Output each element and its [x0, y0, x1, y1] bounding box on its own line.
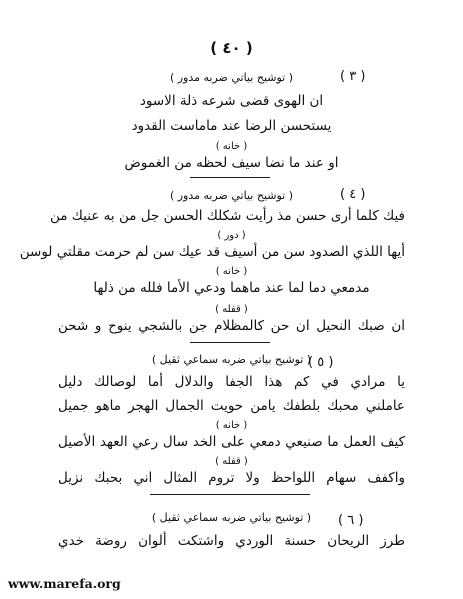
section-4-heading: ( توشيح بياتي ضربه مدور )	[169, 189, 294, 202]
footer-url: www.marefa.org	[8, 576, 121, 591]
section-4-sub2-label: ( خانه )	[215, 266, 248, 277]
section-4-sub1-line: أيها اللذي الصدود سن من أسيف قد عيك سن لم حرمت مقلتي لوسن	[19, 244, 405, 260]
section-5-sub1-line: كيف العمل ما صنيعي دمعي على الخد سال رعي العهد الأصيل	[58, 434, 405, 450]
section-4-number: ( ٤ )	[340, 187, 366, 202]
section-3-line-1: ان الهوى قضى شرعه ذلة الاسود	[139, 93, 324, 109]
section-4-line-1: فيك كلما أرى حسن مذ رأيت شكلك الحسن جل من به عنيك من	[50, 208, 405, 224]
section-5-line-2: عاملني محبك بلطفك يامن حويت الجمال الهجر ماهو جميل	[58, 398, 405, 414]
section-4-sub3-label: ( قفله )	[215, 304, 248, 315]
section-6-heading: ( توشيح بياتي ضربه سماعي ثقيل )	[151, 511, 312, 524]
section-6-number: ( ٦ )	[338, 513, 364, 528]
section-5-sub1-label: ( خانه )	[215, 420, 248, 431]
section-3-line-2: يستحسن الرضا عند ماماست القدود	[131, 118, 332, 134]
section-5-line-1: يا مرادي في كم هذا الجفا والدلال أما لوصالك دليل	[58, 374, 405, 390]
section-divider	[190, 177, 270, 178]
section-divider	[150, 494, 310, 495]
section-6-line-1: طرز الريحان حسنة الوردي واشتكت ألوان روضة خدي	[58, 533, 405, 549]
section-3-refrain-line: او عند ما نضا سيف لحظه من الغموض	[124, 155, 339, 171]
section-5-heading: ( توشيح بياتي ضربه سماعي ثقيل )	[151, 353, 312, 366]
section-divider	[190, 342, 270, 343]
page-number: ( ٤٠ )	[210, 39, 253, 57]
section-5-sub2-label: ( قفله )	[215, 456, 248, 467]
section-3-number: ( ٣ )	[340, 69, 366, 84]
section-4-sub3-line: ان صبك النحيل ان حن كالمظلام جن بالشجي ينوح و شحن	[58, 318, 405, 334]
section-5-number: ( ٥ )	[308, 355, 334, 370]
section-5-sub2-line: واكفف سهام اللواحظ ولا تروم المثال اني بحبك نزيل	[58, 470, 405, 486]
section-4-sub2-line: مدمعي دما لما عند ماهما ودعي الأما فلله من ذلها	[93, 280, 370, 296]
section-4-sub1-label: ( دور )	[217, 230, 246, 241]
section-3-refrain-label: ( خانه )	[215, 141, 248, 152]
section-3-heading: ( توشيح بياتي ضربه مدور )	[169, 71, 294, 84]
